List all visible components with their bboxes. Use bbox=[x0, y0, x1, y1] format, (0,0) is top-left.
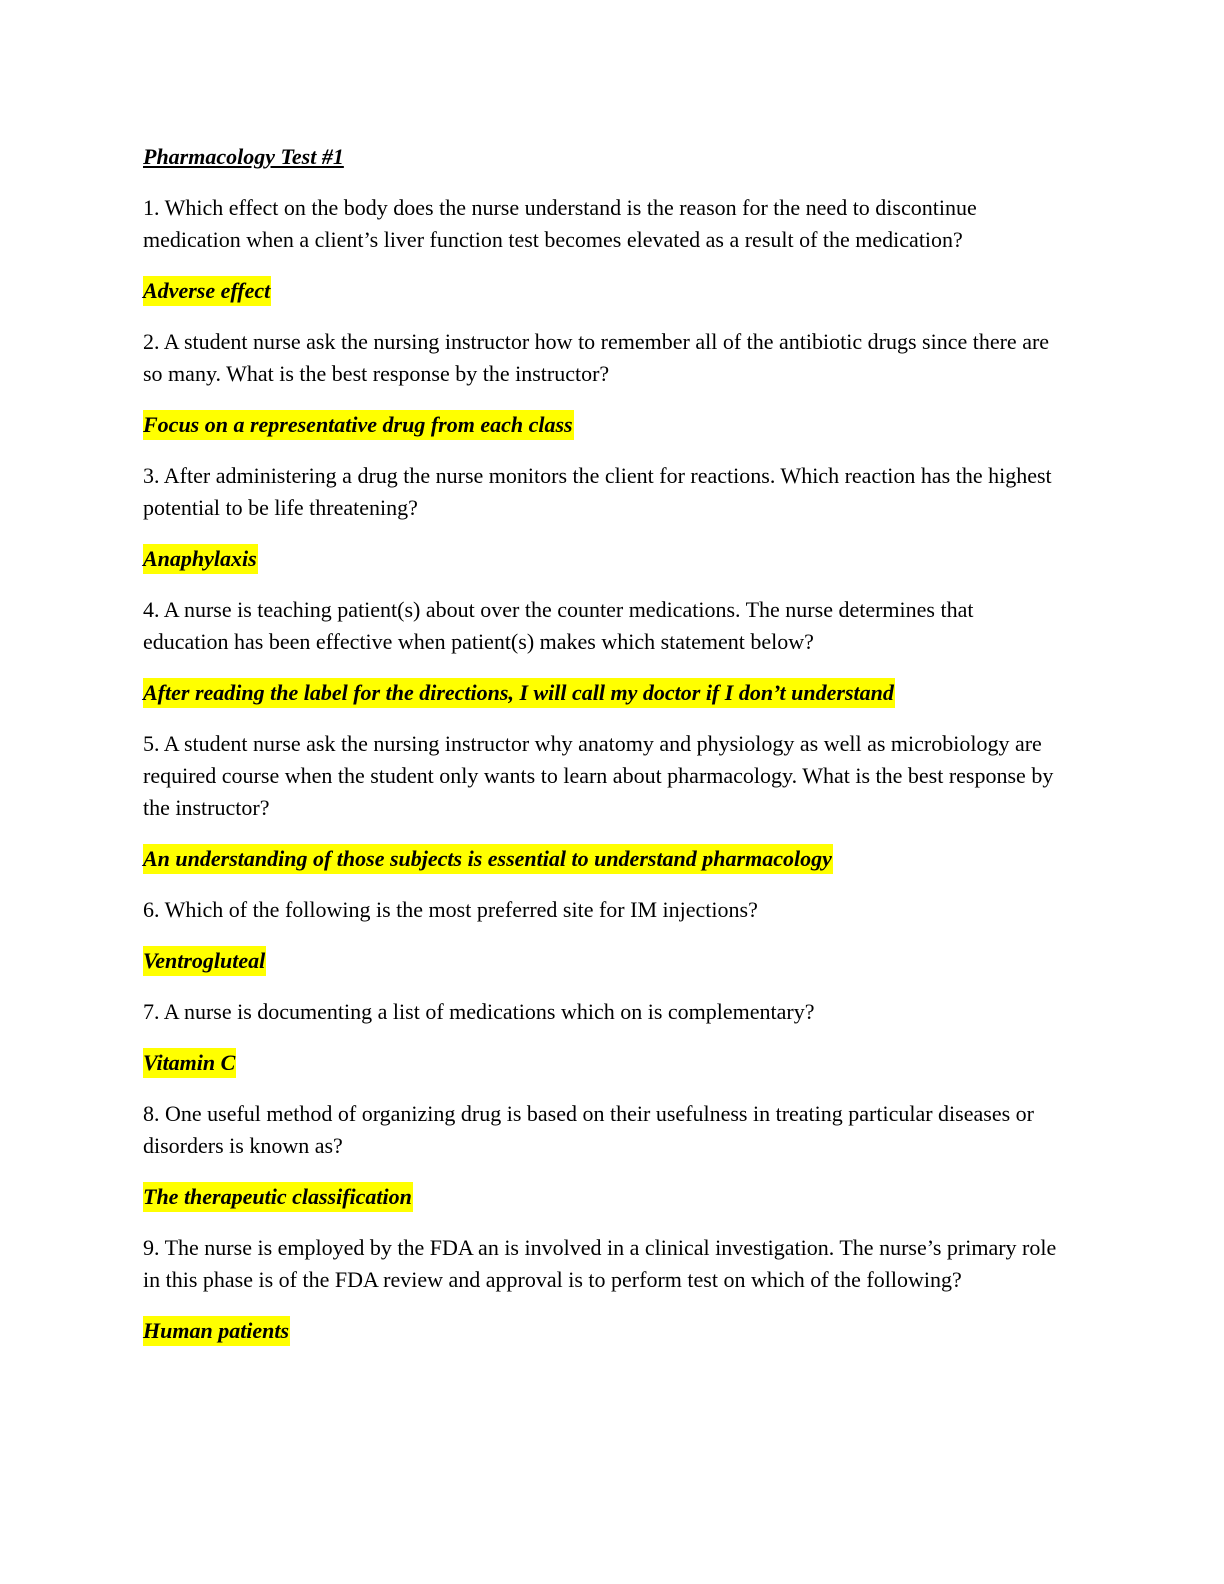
answer-text: Vitamin C bbox=[143, 1048, 236, 1078]
question-text: 2. A student nurse ask the nursing instructor how to remember all of the antibiotic drugs since there are so many. What is the best response by the instructor? bbox=[143, 329, 1050, 386]
answer-highlight bbox=[143, 677, 1063, 709]
question-block-9 bbox=[143, 1232, 1063, 1347]
answer-text: Adverse effect bbox=[143, 276, 271, 306]
page-title: Pharmacology Test #1 bbox=[143, 144, 344, 169]
question-text: 4. A nurse is teaching patient(s) about over the counter medications. The nurse determines that education has been effective when patient(s) makes which statement below? bbox=[143, 597, 974, 654]
document-page bbox=[143, 141, 1063, 1366]
answer-highlight bbox=[143, 1047, 1063, 1079]
question-block-8 bbox=[143, 1098, 1063, 1213]
question-text: 1. Which effect on the body does the nurse understand is the reason for the need to discontinue medication when a client’s liver function test becomes elevated as a result of the medication? bbox=[143, 195, 977, 252]
question-text: 9. The nurse is employed by the FDA an is involved in a clinical investigation. The nurse’s primary role in this phase is of the FDA review and approval is to perform test on which of the following? bbox=[143, 1235, 1057, 1292]
question-text: 3. After administering a drug the nurse monitors the client for reactions. Which reaction has the highest potential to be life threatening? bbox=[143, 463, 1052, 520]
answer-text: The therapeutic classification bbox=[143, 1182, 413, 1212]
question-block-7 bbox=[143, 996, 1063, 1079]
question-block-4 bbox=[143, 594, 1063, 709]
question-block-6 bbox=[143, 894, 1063, 977]
question-block-1 bbox=[143, 192, 1063, 307]
answer-highlight bbox=[143, 1181, 1063, 1213]
answer-text: Ventrogluteal bbox=[143, 946, 266, 976]
answer-highlight bbox=[143, 543, 1063, 575]
question-block-5 bbox=[143, 728, 1063, 875]
answer-text: Focus on a representative drug from each class bbox=[143, 410, 574, 440]
answer-highlight bbox=[143, 945, 1063, 977]
question-text: 6. Which of the following is the most preferred site for IM injections? bbox=[143, 897, 758, 922]
question-block-2 bbox=[143, 326, 1063, 441]
question-text: 8. One useful method of organizing drug is based on their usefulness in treating particular diseases or disorders is known as? bbox=[143, 1101, 1034, 1158]
question-text: 5. A student nurse ask the nursing instructor why anatomy and physiology as well as microbiology are required course when the student only wants to learn about pharmacology. What is the best response by the instructor? bbox=[143, 731, 1054, 820]
answer-highlight bbox=[143, 275, 1063, 307]
question-text: 7. A nurse is documenting a list of medications which on is complementary? bbox=[143, 999, 815, 1024]
answer-highlight bbox=[143, 409, 1063, 441]
answer-text: After reading the label for the directions, I will call my doctor if I don’t understand bbox=[143, 678, 895, 708]
answer-text: An understanding of those subjects is essential to understand pharmacology bbox=[143, 844, 833, 874]
answer-text: Anaphylaxis bbox=[143, 544, 258, 574]
answer-highlight bbox=[143, 843, 1063, 875]
answer-text: Human patients bbox=[143, 1316, 290, 1346]
answer-highlight bbox=[143, 1315, 1063, 1347]
question-block-3 bbox=[143, 460, 1063, 575]
